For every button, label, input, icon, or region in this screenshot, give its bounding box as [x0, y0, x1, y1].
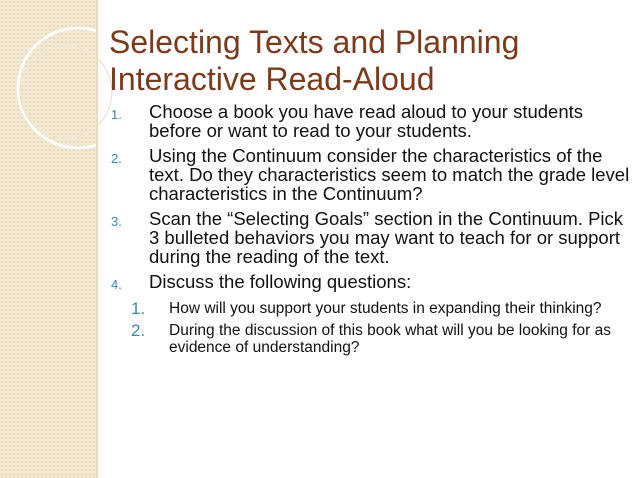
list-item [111, 209, 631, 266]
sub-item-text: During the discussion of this book what will you be looking for as evidence of understanding? [169, 322, 611, 356]
item-text: Choose a book you have read aloud to your students before or want to read to your students. [149, 101, 584, 141]
title-line-2: Interactive Read-Aloud [109, 61, 435, 97]
item-number: 3. [111, 214, 122, 229]
list-item [111, 102, 631, 140]
sub-list-item [111, 300, 631, 317]
item-number: 4. [111, 277, 122, 292]
item-number: 1. [111, 107, 122, 122]
item-text: Scan the “Selecting Goals” section in the Continuum. Pick 3 bulleted behaviors you may want to teach for or support during the reading of the text. [149, 208, 624, 267]
item-text: Discuss the following questions: [149, 271, 412, 292]
slide-body [111, 102, 631, 361]
list-item [111, 272, 631, 294]
decorative-sidebar [0, 0, 98, 478]
item-number: 2. [111, 151, 122, 166]
sub-item-text: How will you support your students in expanding their thinking? [169, 300, 602, 317]
list-item [111, 146, 631, 203]
sub-item-number: 2. [131, 321, 146, 340]
sub-item-number: 1. [131, 299, 146, 318]
title-line-1: Selecting Texts and Planning [109, 24, 520, 60]
sub-list-item [111, 322, 631, 356]
item-text: Using the Continuum consider the characteristics of the text. Do they characteristics seem to match the grade level characteristics in the Continuum? [149, 145, 630, 204]
slide-title [109, 24, 629, 98]
